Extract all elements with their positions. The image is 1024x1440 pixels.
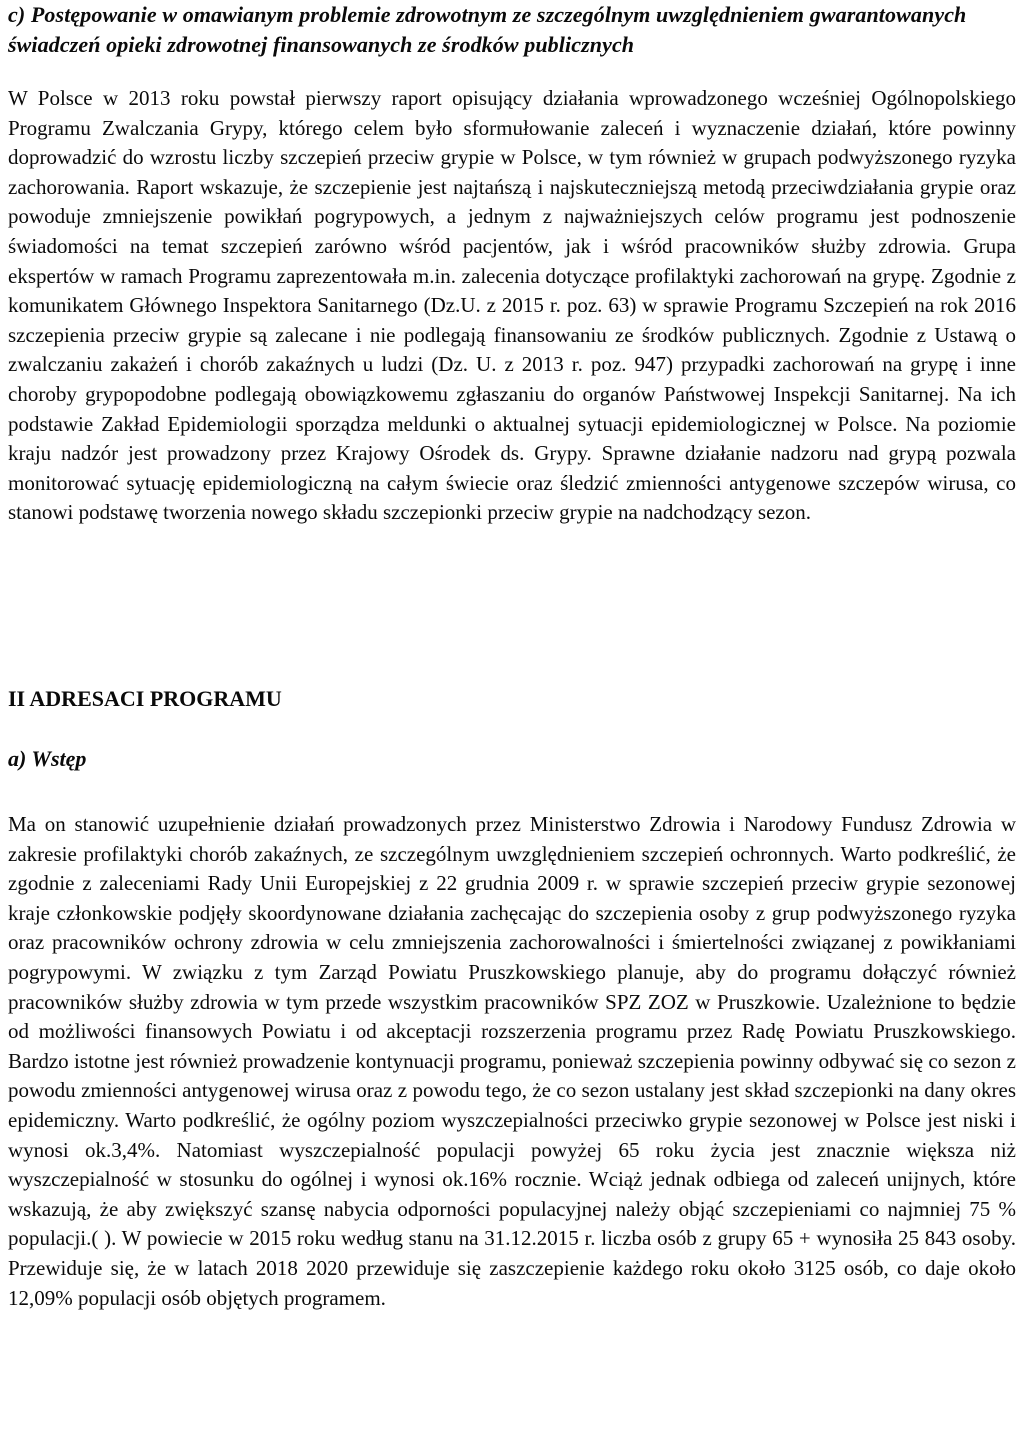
section-ii-title: II ADRESACI PROGRAMU [8,686,282,711]
section-c-heading: c) Postępowanie w omawianym problemie zdrowotnym ze szczególnym uwzględnieniem gwarantowanych świadczeń opieki zdrowotnej finansowanych ze środków publicznych [8,2,967,57]
section-c-paragraph: W Polsce w 2013 roku powstał pierwszy raport opisujący działania wprowadzonego wcześniej Ogólnopolskiego Programu Zwalczania Grypy, którego celem było sformułowanie zaleceń i wyznaczenie działań, które powinny doprowadzić do wzrostu liczby szczepień przeciw grypie w Polsce, w tym również w grupach podwyższonego ryzyka zachorowania. Raport wskazuje, że szczepienie jest najtańszą i najskuteczniejszą metodą przeciwdziałania grypie oraz powoduje zmniejszenie powikłań pogrypowych, a jednym z najważniejszych celów programu jest podnoszenie świadomości na temat szczepień zarówno wśród pacjentów, jak i wśród pracowników służby zdrowia. Grupa ekspertów w ramach Programu zaprezentowała m.in. zalecenia dotyczące profilaktyki zachorowań na grypę. Zgodnie z komunikatem Głównego Inspektora Sanitarnego (Dz.U. z 2015 r. poz. 63) w sprawie Programu Szczepień na rok 2016 szczepienia przeciw grypie są zalecane i nie podlegają finansowaniu ze środków publicznych. Zgodnie z Ustawą o zwalczaniu zakażeń i chorób zakaźnych u ludzi (Dz. U. z 2013 r. poz. 947) przypadki zachorowań na grypę i inne choroby grypopodobne podlegają obowiązkowemu zgłaszaniu do organów Państwowej Inspekcji Sanitarnej. Na ich podstawie Zakład Epidemiologii sporządza meldunki o aktualnej sytuacji epidemiologicznej w Polsce. Na poziomie kraju nadzór jest prowadzony przez Krajowy Ośrodek ds. Grypy. Sprawne działanie nadzoru nad grypą pozwala monitorować sytuację epidemiologiczną na całym świecie oraz śledzić zmienności antygenowe szczepów wirusa, co stanowi podstawę tworzenia nowego składu szczepionki przeciw grypie na nadchodzący sezon. [8,86,1016,525]
section-ii-subheading: a) Wstęp [8,746,87,771]
section-ii-paragraph: Ma on stanowić uzupełnienie działań prowadzonych przez Ministerstwo Zdrowia i Narodowy Fundusz Zdrowia w zakresie profilaktyki chorób zakaźnych, ze szczególnym uwzględnieniem szczepień ochronnych. Warto podkreślić, że zgodnie z zaleceniami Rady Unii Europejskiej z 22 grudnia 2009 r. w sprawie szczepień przeciw grypie sezonowej kraje członkowskie podjęły skoordynowane działania zachęcając do szczepienia osoby z grup podwyższonego ryzyka oraz pracowników ochrony zdrowia w celu zmniejszenia zachorowalności i śmiertelności związanej z powikłaniami pogrypowymi. W związku z tym Zarząd Powiatu Pruszkowskiego planuje, aby do programu dołączyć również pracowników służby zdrowia w tym przede wszystkim pracowników SPZ ZOZ w Pruszkowie. Uzależnione to będzie od możliwości finansowych Powiatu i od akceptacji rozszerzenia programu przez Radę Powiatu Pruszkowskiego. Bardzo istotne jest również prowadzenie kontynuacji programu, ponieważ szczepienia powinny odbywać się co sezon z powodu zmienności antygenowej wirusa oraz z powodu tego, że co sezon ustalany jest skład szczepionki na dany okres epidemiczny. Warto podkreślić, że ogólny poziom wyszczepialności przeciwko grypie sezonowej w Polsce jest niski i wynosi ok.3,4%. Natomiast wyszczepialność populacji powyżej 65 roku życia jest znacznie większa niż wyszczepialność w stosunku do ogólnej i wynosi ok.16% rocznie. Wciąż jednak odbiega od zaleceń unijnych, które wskazują, że aby zwiększyć szansę nabycia odporności populacyjnej należy objąć szczepieniami co najmniej 75 % populacji.( ). W powiecie w 2015 roku według stanu na 31.12.2015 r. liczba osób z grupy 65 + wynosiła 25 843 osoby. Przewiduje się, że w latach 2018 2020 przewiduje się zaszczepienie każdego roku około 3125 osób, co daje około 12,09% populacji osób objętych programem. [8,812,1016,1310]
